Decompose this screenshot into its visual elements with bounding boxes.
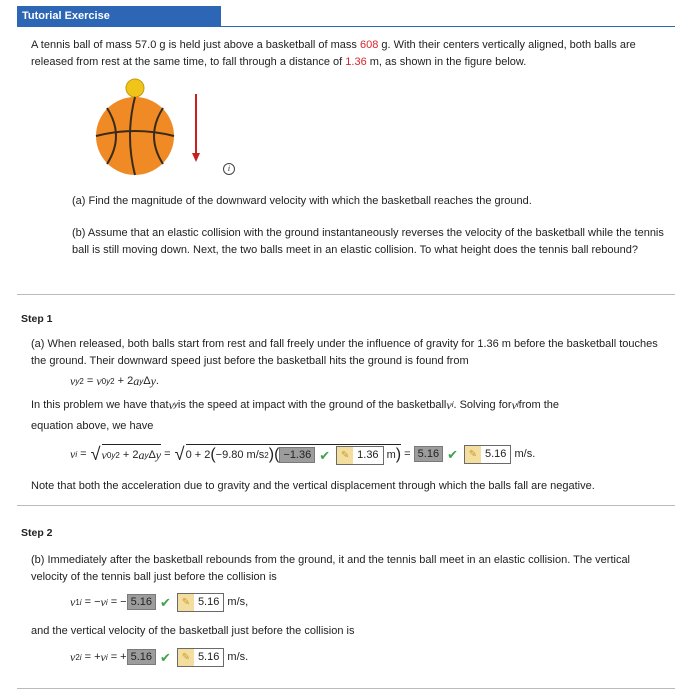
part-b-question: (b) Assume that an elastic collision with the ground instantaneously reverses the velocity of the basketball while the tennis ball is still moving down. Next, the two balls meet in an elastic collision. To what height does the tennis ball rebound? [72, 227, 664, 256]
header-title: Tutorial Exercise [22, 10, 110, 22]
answer-value: 5.16 [197, 596, 220, 608]
basketball-velocity-answer[interactable] [177, 648, 224, 667]
problem-text-3: m, as shown in the figure below. [366, 56, 527, 68]
gravity-value: −9.80 m/s [215, 449, 265, 461]
section-divider [17, 505, 675, 506]
step2-intro: (b) Immediately after the basketball rebounds from the ground, it and the tennis ball meet in an elastic collision. The vertical velocity of the tennis ball just before the collision is [31, 554, 631, 583]
check-icon: ✔ [160, 649, 171, 665]
info-icon[interactable]: i [223, 163, 235, 175]
unit-ms: m/s. [227, 651, 249, 663]
down-arrow-icon [192, 94, 200, 162]
step1-note: Note that both the acceleration due to gravity and the vertical displacement through which the balls fall are negative. [31, 480, 595, 492]
basketball-velocity-equation: v 2i = + v i = + 5.16 ✔ ✎ 5.16 m/s. [70, 649, 249, 665]
step1-intro: (a) When released, both balls start from rest and fall freely under the influence of gravity for 1.36 m before the basketball touches the ground. Their downward speed just before the basketball hits the ground is found from [31, 338, 658, 367]
fall-distance: 1.36 [345, 56, 367, 68]
step2-middle: and the vertical velocity of the basketball just before the collision is [31, 625, 355, 637]
problem-text-1: A tennis ball of mass 57.0 g is held just above a basketball of mass [31, 39, 360, 51]
header-divider [17, 26, 675, 27]
answer-value: 1.36 [357, 449, 379, 461]
balls-figure [95, 78, 225, 178]
displacement-given: −1.36 [279, 447, 315, 463]
unit-ms: m/s. [514, 448, 536, 460]
step1-text-a: In this problem we have that [31, 399, 169, 411]
key-icon: ✎ [465, 446, 481, 463]
key-icon: ✎ [337, 447, 353, 464]
section-divider [17, 294, 675, 295]
step1-text-d: from the [518, 399, 560, 411]
speed-given: 5.16 [414, 446, 443, 462]
section-divider [17, 688, 675, 689]
tennis-velocity-given: 5.16 [127, 594, 156, 610]
speed-answer[interactable] [464, 445, 511, 464]
answer-value: 5.16 [485, 448, 507, 460]
unit-ms: m/s, [227, 596, 249, 608]
step1-text-e: equation above, we have [31, 420, 154, 432]
step2-title: Step 2 [21, 527, 53, 539]
step1-text-b: is the speed at impact with the ground of the basketball [177, 399, 447, 411]
step1-explanation: In this problem we have that v y is the speed at impact with the ground of the basketball v i . Solving for v i from the [31, 395, 559, 415]
tennis-velocity-equation: v 1i = − v i = − 5.16 ✔ ✎ 5.16 m/s, [70, 594, 249, 610]
check-icon: ✔ [447, 446, 458, 462]
velocity-solution-equation: v i = √ v 0y 2 + 2 a y Δ y = √ 0 + 2 ( −9.80 m/s 2 )( −1.36 ✔ ✎ 1.36 m ) = 5.16 ✔ ✎ 5.16 m/s. [70, 443, 536, 464]
kinematic-equation: v y 2 = v 0y 2 + 2 a y Δ y . [70, 373, 159, 388]
basketball-velocity-given: 5.16 [127, 649, 156, 665]
step1-title: Step 1 [21, 313, 53, 325]
displacement-answer[interactable] [336, 446, 383, 465]
basketball-mass: 608 [359, 39, 379, 51]
tennis-velocity-answer[interactable] [177, 593, 224, 612]
part-a-question: (a) Find the magnitude of the downward velocity with which the basketball reaches the ground. [72, 195, 532, 207]
unit-m: m [386, 449, 396, 461]
key-icon: ✎ [178, 594, 194, 611]
check-icon: ✔ [319, 447, 331, 463]
tutorial-header [17, 6, 221, 26]
check-icon: ✔ [160, 594, 171, 610]
step1-text-c: . Solving for [453, 399, 512, 411]
answer-value: 5.16 [197, 651, 220, 663]
problem-statement [31, 37, 661, 71]
key-icon: ✎ [178, 649, 194, 666]
problem-text-2: g. With their centers vertically aligned, both balls are released from rest at the same time, to fall through a distance of [31, 39, 636, 68]
